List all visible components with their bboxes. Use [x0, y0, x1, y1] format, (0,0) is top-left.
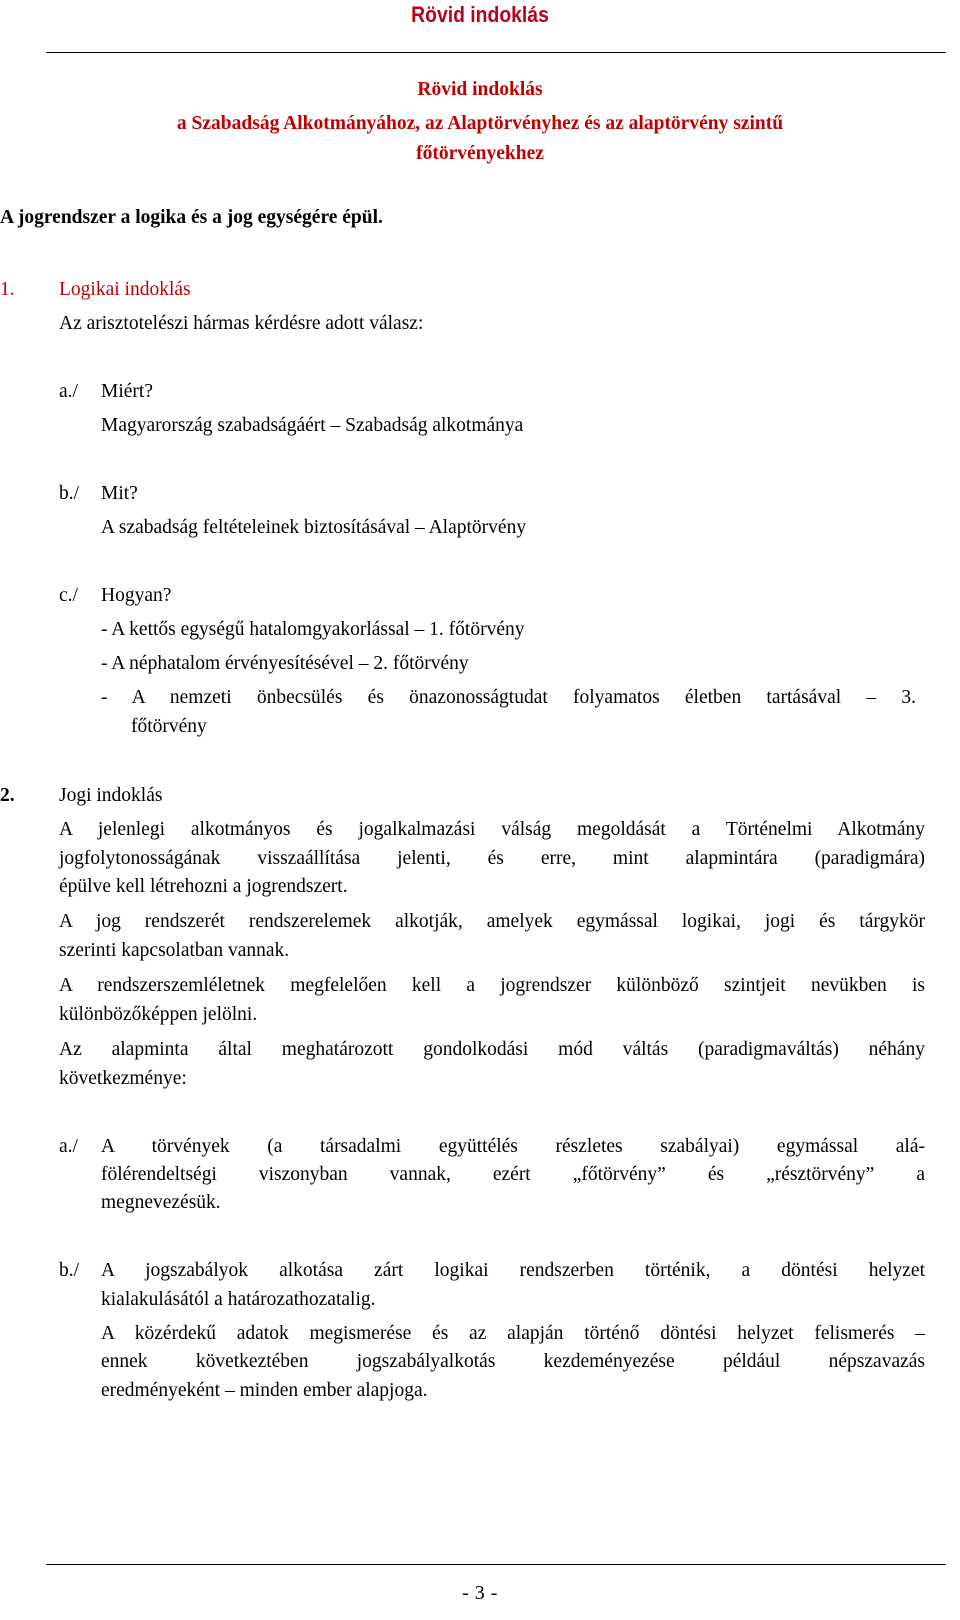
bullet-item: - A nemzeti önbecsülés és önazonosságtudat folyamatos életben tartásával – 3. [101, 687, 916, 708]
doc-subtitle-line1: a Szabadság Alkotmányához, az Alaptörvényhez és az alaptörvény szintű [176, 113, 784, 134]
item-a-label: a./ [59, 1136, 78, 1157]
running-header: Rövid indoklás [411, 2, 549, 27]
item-b-question: Mit? [101, 483, 138, 504]
bullet-item-continuation: főtörvény [131, 716, 207, 737]
item-b-answer: A szabadság feltételeinek biztosításával – Alaptörvény [101, 517, 527, 538]
doc-title: Rövid indoklás [417, 79, 543, 100]
item-c-question: Hogyan? [101, 585, 172, 606]
body-line: A rendszerszemléletnek megfelelően kell a jogrendszer különböző szintjeit nevükben is [59, 975, 925, 996]
section1-subtitle: Az arisztotelészi hármas kérdésre adott válasz: [59, 313, 424, 334]
item-a-line: megnevezésük. [101, 1192, 221, 1213]
item-b-line: ennek következtében jogszabályalkotás kezdeményezése például népszavazás [101, 1351, 925, 1372]
intro-statement: A jogrendszer a logika és a jog egységére épül. [0, 207, 383, 228]
item-b-label: b./ [59, 483, 80, 504]
section1-title: Logikai indoklás [59, 279, 191, 300]
item-a-line: fölérendeltségi viszonyban vannak, ezért „főtörvény” és „résztörvény” a [101, 1164, 925, 1185]
body-line: következménye: [59, 1068, 187, 1089]
item-b-line: eredményeként – minden ember alapjoga. [101, 1380, 428, 1401]
bullet-item: - A kettős egységű hatalomgyakorlással – 1. főtörvény [101, 619, 525, 640]
body-line: A jog rendszerét rendszerelemek alkotják, amelyek egymással logikai, jogi és tárgykör [59, 911, 925, 932]
item-a-line: A törvények (a társadalmi együttélés részletes szabályai) egymással alá- [101, 1136, 925, 1157]
item-a-question: Miért? [101, 381, 153, 402]
item-b-label: b./ [59, 1260, 80, 1281]
item-a-answer: Magyarország szabadságáért – Szabadság alkotmánya [101, 415, 524, 436]
header-rule [46, 52, 946, 53]
section2-number: 2. [0, 785, 15, 806]
footer-rule [46, 1564, 946, 1565]
bullet-item: - A néphatalom érvényesítésével – 2. főtörvény [101, 653, 469, 674]
item-b-line: A közérdekű adatok megismerése és az alapján történő döntési helyzet felismerés – [101, 1323, 925, 1344]
item-b-line: kialakulásától a határozathozatalig. [101, 1289, 376, 1310]
section1-number: 1. [0, 279, 15, 300]
body-line: szerinti kapcsolatban vannak. [59, 940, 290, 961]
item-c-label: c./ [59, 585, 78, 606]
item-a-label: a./ [59, 381, 78, 402]
page-number: - 3 - [462, 1582, 498, 1604]
body-line: épülve kell létrehozni a jogrendszert. [59, 876, 348, 897]
section2-title: Jogi indoklás [59, 785, 163, 806]
body-line: Az alapminta által meghatározott gondolkodási mód váltás (paradigmaváltás) néhány [59, 1039, 925, 1060]
body-line: A jelenlegi alkotmányos és jogalkalmazási válság megoldását a Történelmi Alkotmány [59, 819, 925, 840]
body-line: jogfolytonosságának visszaállítása jelenti, és erre, mint alapmintára (paradigmára) [59, 848, 925, 869]
body-line: különbözőképpen jelölni. [59, 1004, 258, 1025]
item-b-line: A jogszabályok alkotása zárt logikai rendszerben történik, a döntési helyzet [101, 1260, 925, 1281]
doc-subtitle-line2: főtörvényekhez [416, 143, 544, 164]
